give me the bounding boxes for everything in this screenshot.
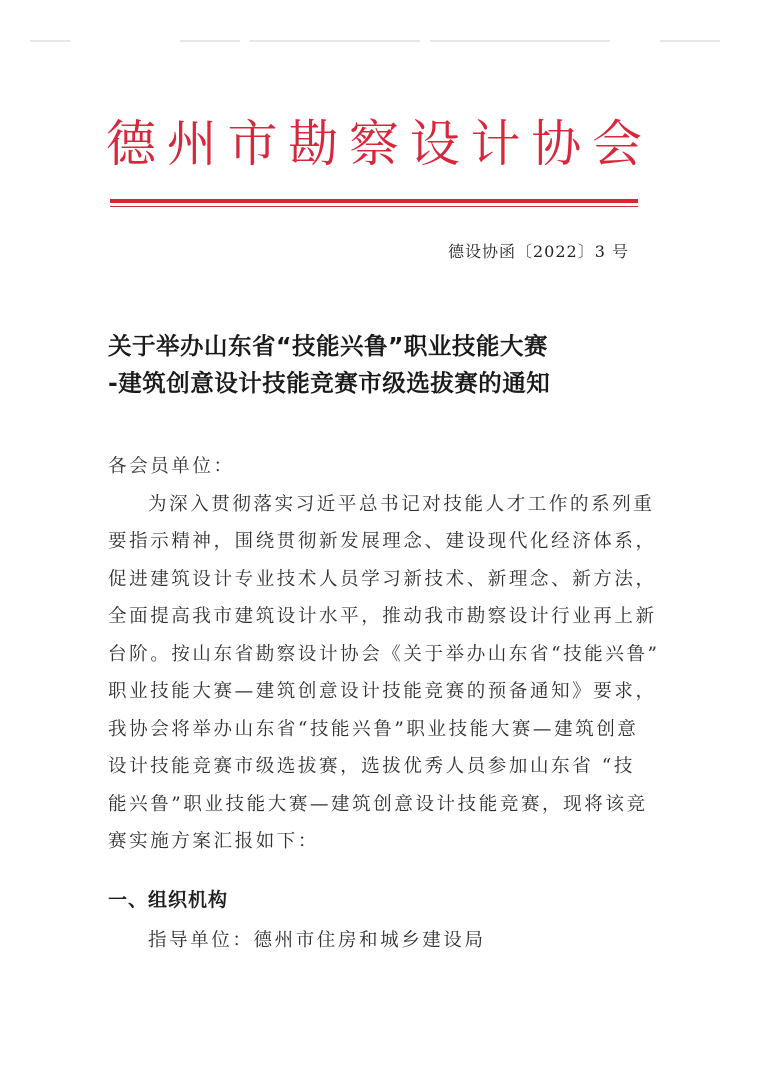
masthead-rule-thin <box>110 206 638 207</box>
title-line-1: 关于举办山东省“技能兴鲁”职业技能大赛 <box>108 332 548 360</box>
masthead-char: 州 <box>166 115 217 173</box>
paragraph-line: 台阶。按山东省勘察设计协会《关于举办山东省“技能兴鲁” <box>108 643 660 665</box>
title-line-2: -建筑创意设计技能竞赛市级选拔赛的通知 <box>108 369 551 397</box>
masthead-char: 勘 <box>288 115 339 173</box>
org-masthead <box>104 112 644 176</box>
document-body <box>108 448 660 861</box>
paragraph-line: 赛实施方案汇报如下： <box>108 831 320 852</box>
paragraph-line: 要指示精神，围绕贯彻新发展理念、建设现代化经济体系， <box>108 531 657 552</box>
salutation: 各会员单位： <box>108 456 235 477</box>
paragraph-line: 能兴鲁”职业技能大赛—建筑创意设计技能竞赛，现将该竞 <box>108 793 648 815</box>
masthead-char: 设 <box>409 115 460 173</box>
masthead-char: 德 <box>106 115 156 173</box>
masthead-rule-thick <box>110 199 638 203</box>
paragraph-line: 我协会将举办山东省“技能兴鲁”职业技能大赛—建筑创意 <box>108 718 639 740</box>
paragraph-line: 为深入贯彻落实习近平总书记对技能人才工作的系列重 <box>148 493 655 515</box>
masthead-char: 市 <box>227 115 278 173</box>
paragraph-line: 促进建筑设计专业技术人员学习新技术、新理念、新方法， <box>108 568 657 590</box>
section-heading: 一、组织机构 <box>108 889 229 911</box>
masthead-char: 计 <box>470 115 521 173</box>
masthead-char: 察 <box>349 115 399 173</box>
paragraph-line: 职业技能大赛—建筑创意设计技能竞赛的预备通知》要求， <box>108 681 657 702</box>
paragraph-line: 全面提高我市建筑设计水平，推动我市勘察设计行业再上新 <box>108 606 657 627</box>
masthead-char: 会 <box>592 115 642 173</box>
paragraph-line: 设计技能竞赛市级选拔赛，选拔优秀人员参加山东省 “技 <box>108 756 635 777</box>
document-title <box>108 328 668 402</box>
section-item: 指导单位：德州市住房和城乡建设局 <box>148 930 486 951</box>
masthead-char: 协 <box>531 115 582 173</box>
document-number: 德设协函〔2022〕3 号 <box>448 242 629 261</box>
scan-artifact-line <box>0 40 760 46</box>
